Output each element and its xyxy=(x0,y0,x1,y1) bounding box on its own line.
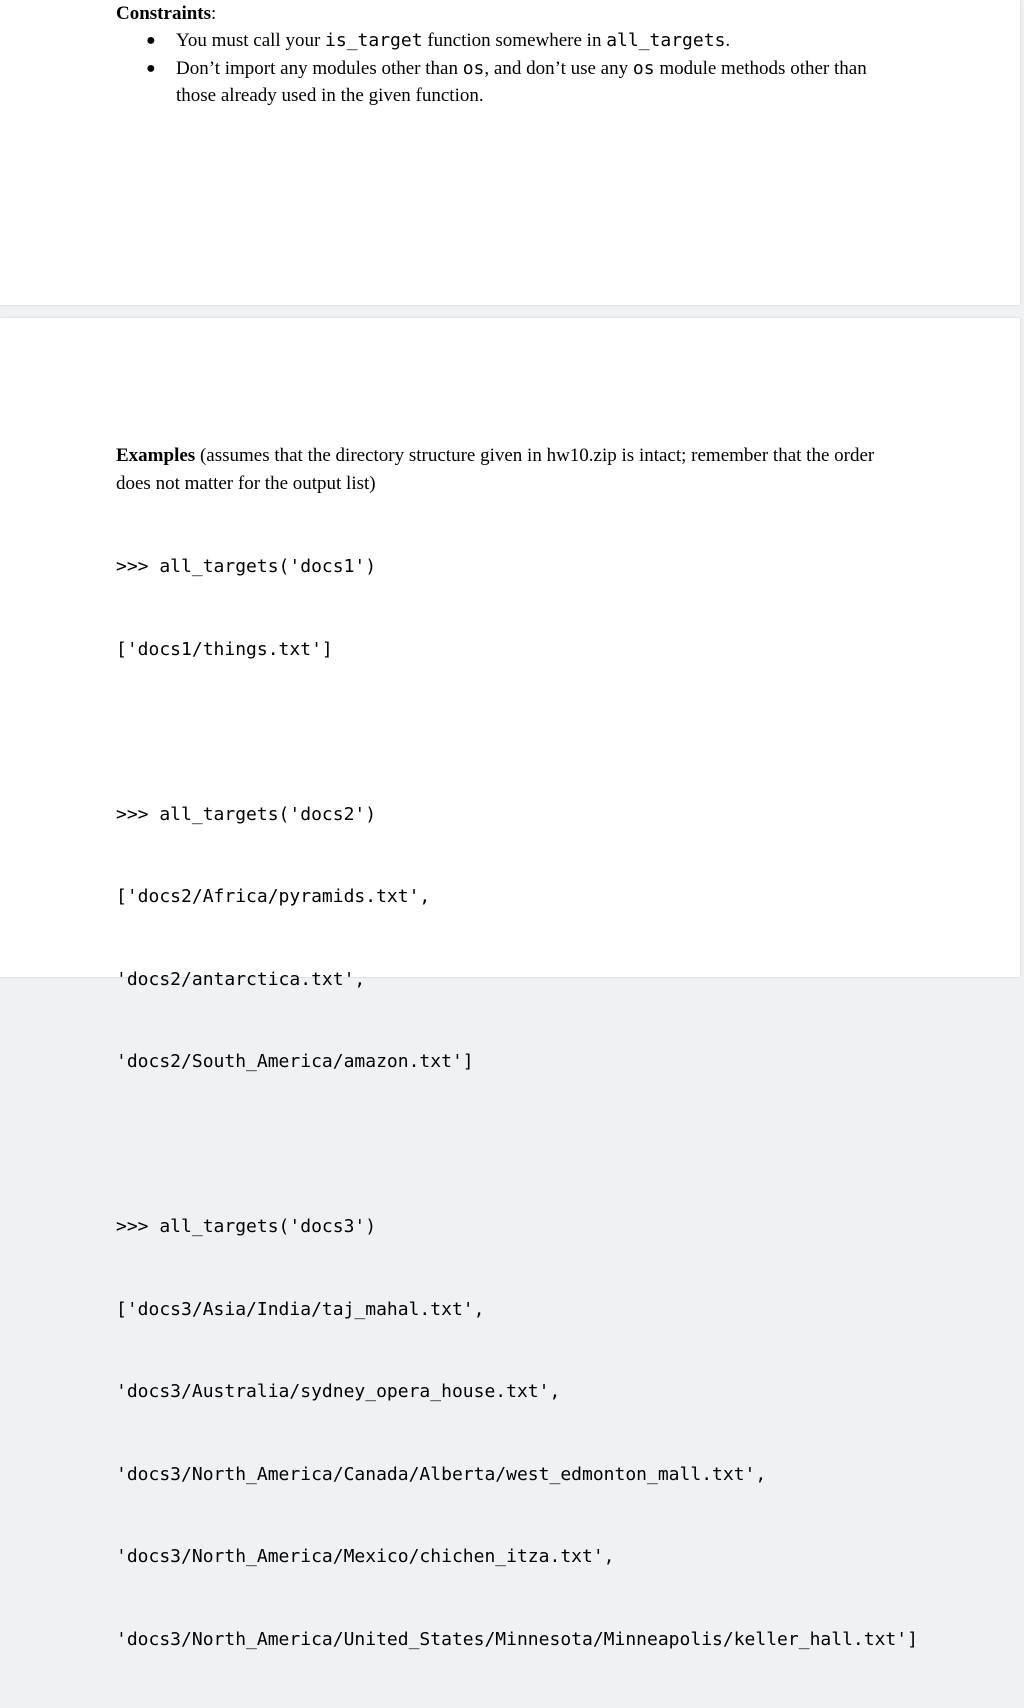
constraint-text xyxy=(176,55,876,110)
examples-section xyxy=(116,442,1000,1708)
spacer xyxy=(116,1131,1000,1159)
document-page-2 xyxy=(0,318,1020,1650)
code-line: 'docs3/North_America/Canada/Alberta/west_edmonton_mall.txt', xyxy=(116,1463,767,1485)
text-run: Don’t import any modules other than xyxy=(176,57,463,79)
code-line: 'docs3/North_America/Mexico/chichen_itza.txt', xyxy=(116,1546,615,1567)
constraints-heading: Constraints xyxy=(116,3,212,24)
code-line: >>> all_targets('docs1') xyxy=(116,556,377,577)
code-line: 'docs2/South_America/amazon.txt'] xyxy=(116,1051,474,1072)
constraints-heading-line xyxy=(116,0,1000,27)
examples-intro-text: (assumes that the directory structure given in hw10.zip is intact; remember that the order does not matter for the output list) xyxy=(116,445,875,494)
code-line: 'docs3/North_America/United_States/Minnesota/Minneapolis/keller_hall.txt'] xyxy=(116,1628,918,1650)
constraint-text xyxy=(176,30,730,51)
examples-heading: Examples xyxy=(116,445,196,466)
code-line: >>> all_targets('docs2') xyxy=(116,803,377,825)
bullet-icon: ● xyxy=(146,32,156,49)
text-run: , and don’t use any xyxy=(484,57,633,79)
code-run: os xyxy=(462,57,485,79)
code-line: 'docs2/antarctica.txt', xyxy=(116,968,366,990)
spacer xyxy=(116,718,1000,746)
code-run: is_target xyxy=(325,30,423,51)
example-block-docs1 xyxy=(116,498,1000,718)
code-line: 'docs3/Australia/sydney_opera_house.txt', xyxy=(116,1381,561,1402)
text-run: function somewhere in xyxy=(422,30,607,51)
constraints-list xyxy=(116,27,1000,110)
code-line: ['docs2/Africa/pyramids.txt', xyxy=(116,886,431,907)
text-run: You must call your xyxy=(176,30,326,51)
code-line: ['docs1/things.txt'] xyxy=(116,638,333,660)
constraint-item xyxy=(116,55,1000,110)
code-line: >>> all_targets('docs3') xyxy=(116,1216,377,1237)
constraints-section xyxy=(116,0,1000,110)
example-block-docs3 xyxy=(116,1158,1000,1708)
examples-intro xyxy=(116,442,876,498)
bullet-icon: ● xyxy=(146,59,156,77)
text-run: . xyxy=(725,30,731,51)
example-block-docs2 xyxy=(116,746,1000,1131)
text-run: module methods other than those already used in the given function. xyxy=(176,57,867,106)
constraint-item xyxy=(116,27,1000,55)
code-run: all_targets xyxy=(606,30,726,51)
code-run: os xyxy=(632,57,655,79)
document-page-1 xyxy=(0,0,1020,305)
code-line: ['docs3/Asia/India/taj_mahal.txt', xyxy=(116,1298,485,1320)
constraints-heading-colon: : xyxy=(211,3,217,24)
